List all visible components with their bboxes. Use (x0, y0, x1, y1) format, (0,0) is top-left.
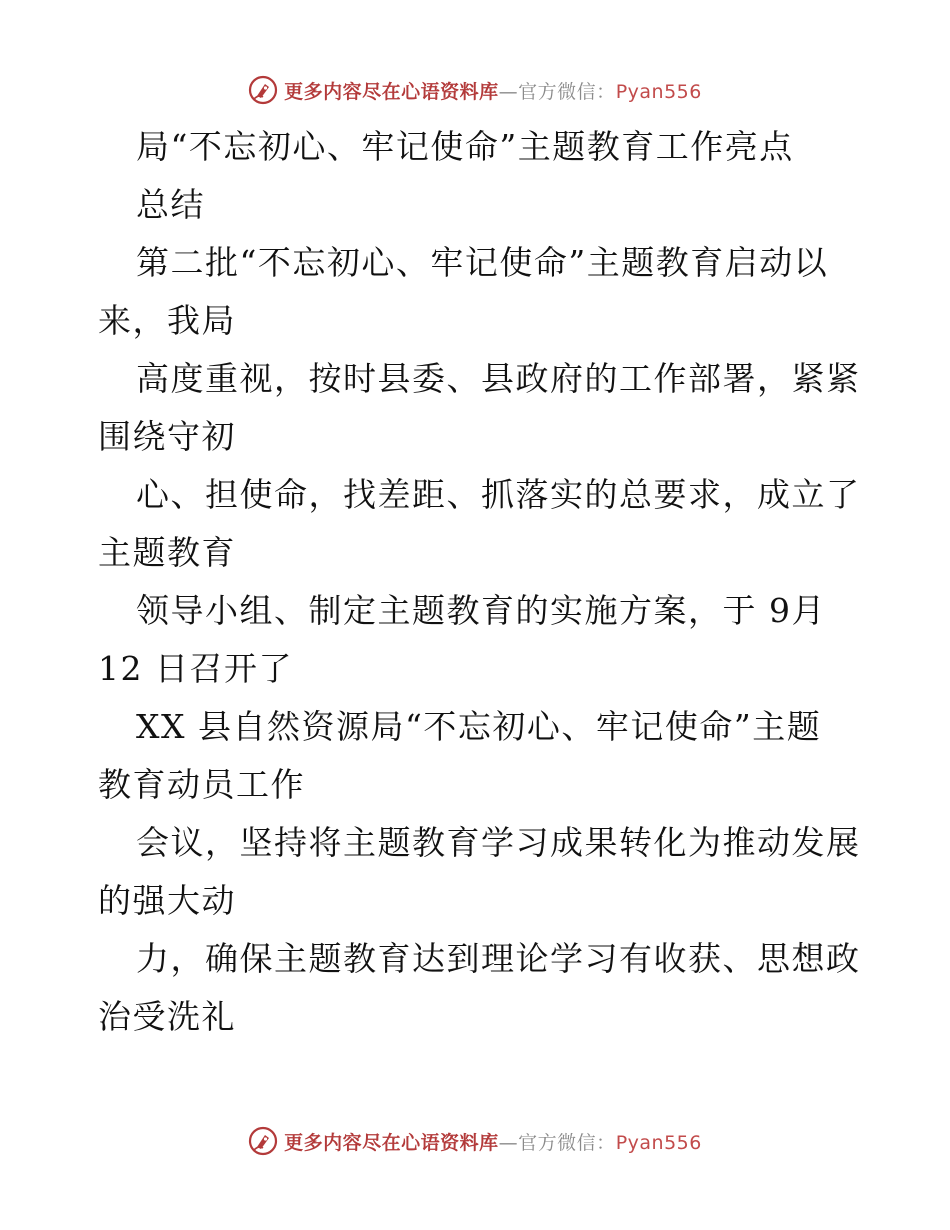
document-line: 第二批“不忘初心、牢记使命”主题教育启动以 (136, 243, 829, 282)
document-line: 高度重视，按时县委、县政府的工作部署，紧紧 (136, 359, 861, 398)
document-line: 力，确保主题教育达到理论学习有收获、思想政 (136, 939, 861, 978)
document-line: 12 日召开了 (98, 649, 293, 688)
document-line: 的强大动 (98, 881, 236, 920)
document-body (98, 118, 861, 1046)
watermark-brand: 更多内容尽在心语资料库 (284, 1131, 499, 1154)
watermark-brand: 更多内容尽在心语资料库 (284, 80, 499, 103)
watermark-wechat-label: 官方微信： (518, 1131, 616, 1154)
pen-nib-circle-icon (248, 75, 278, 105)
pen-nib-circle-icon (248, 1126, 278, 1156)
watermark-separator: — (498, 80, 519, 103)
document-line: XX 县自然资源局“不忘初心、牢记使命”主题 (136, 707, 822, 746)
document-line: 局“不忘初心、牢记使命”主题教育工作亮点 (136, 127, 794, 166)
header-watermark (0, 70, 950, 110)
document-line: 主题教育 (98, 533, 236, 572)
watermark-separator: — (498, 1131, 519, 1154)
watermark-handle: Pyan556 (615, 80, 702, 103)
document-line: 总结 (136, 185, 205, 224)
document-line: 心、担使命，找差距、抓落实的总要求，成立了 (136, 475, 861, 514)
watermark-wechat-label: 官方微信： (518, 80, 616, 103)
watermark-text (284, 77, 702, 104)
document-line: 教育动员工作 (98, 765, 305, 804)
document-line: 来，我局 (98, 301, 236, 340)
document-line: 会议，坚持将主题教育学习成果转化为推动发展 (136, 823, 861, 862)
watermark-handle: Pyan556 (615, 1131, 702, 1154)
document-line: 围绕守初 (98, 417, 236, 456)
watermark-text (284, 1128, 702, 1155)
footer-watermark (0, 1121, 950, 1161)
document-line: 领导小组、制定主题教育的实施方案，于 9月 (136, 591, 826, 630)
document-line: 治受洗礼 (98, 997, 236, 1036)
